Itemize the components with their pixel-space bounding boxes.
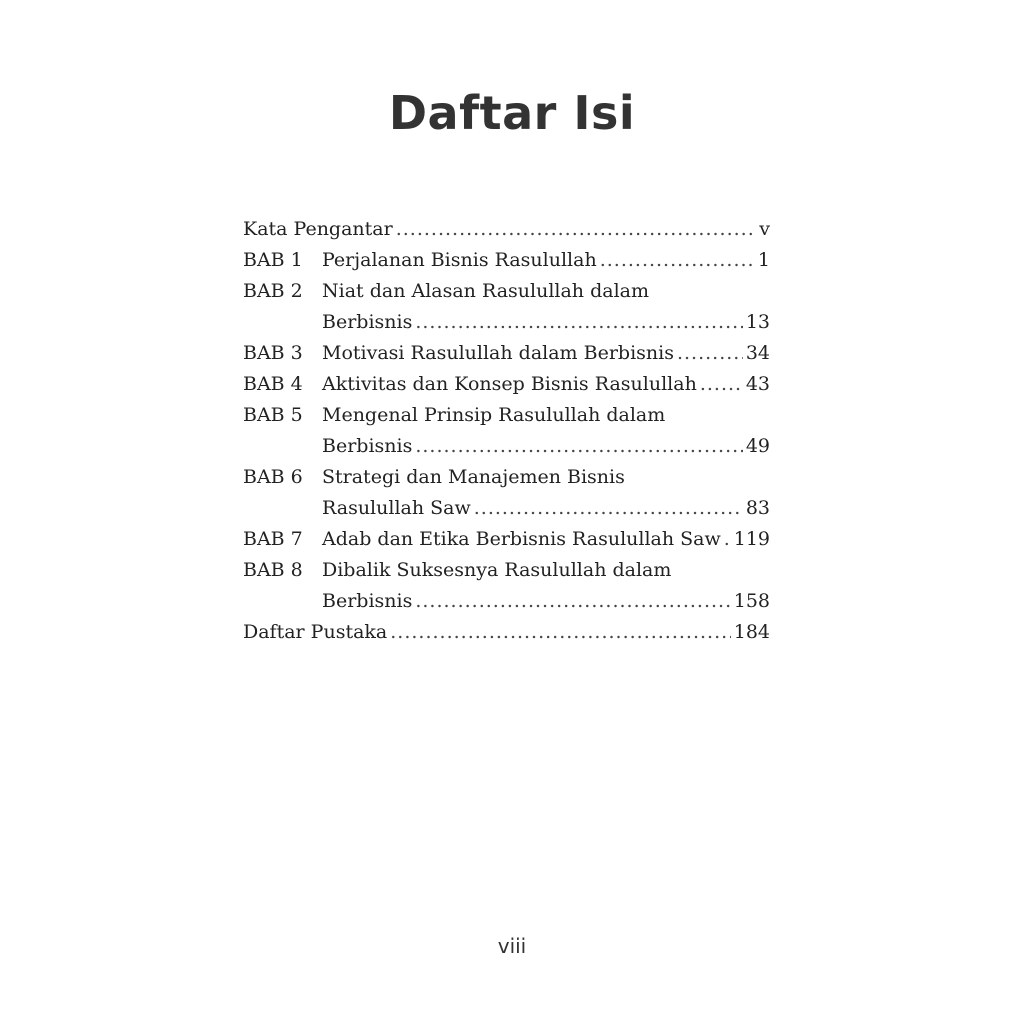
toc-page-number: 158	[733, 590, 770, 612]
toc-entry-bab-2-continued[interactable]	[243, 307, 770, 338]
toc-page-number: 119	[733, 528, 770, 550]
toc-label: Motivasi Rasulullah dalam Berbisnis	[322, 342, 674, 364]
toc-chapter-number: BAB 7	[243, 528, 303, 550]
toc-label: Kata Pengantar	[243, 218, 393, 240]
toc-label: Strategi dan Manajemen Bisnis	[322, 466, 625, 488]
toc-entry-bab-6-continued[interactable]	[243, 493, 770, 524]
toc-chapter-number: BAB 6	[243, 466, 303, 488]
toc-label: Adab dan Etika Berbisnis Rasulullah Saw	[322, 528, 721, 550]
toc-entry-kata-pengantar[interactable]	[243, 214, 770, 245]
toc-entry-bab-5[interactable]	[243, 400, 770, 431]
dot-leader	[415, 431, 742, 462]
dot-leader	[474, 493, 743, 524]
toc-label-continued: Rasulullah Saw	[322, 497, 471, 519]
dot-leader	[390, 617, 730, 648]
toc-page-number: v	[759, 218, 770, 240]
toc-chapter-number: BAB 5	[243, 404, 303, 426]
toc-label: Niat dan Alasan Rasulullah dalam	[322, 280, 649, 302]
toc-chapter-number: BAB 2	[243, 280, 303, 302]
toc-entry-bab-8[interactable]	[243, 555, 770, 586]
dot-leader	[415, 307, 742, 338]
dot-leader	[600, 245, 755, 276]
dot-leader	[415, 586, 730, 617]
toc-chapter-number: BAB 8	[243, 559, 303, 581]
table-of-contents	[243, 214, 770, 648]
toc-chapter-number: BAB 3	[243, 342, 303, 364]
toc-page-number: 49	[745, 435, 770, 457]
toc-page-number: 43	[745, 373, 770, 395]
toc-chapter-number: BAB 1	[243, 249, 303, 271]
toc-page-number: 184	[733, 621, 770, 643]
toc-page-number: 1	[757, 249, 770, 271]
toc-label-continued: Berbisnis	[322, 435, 413, 457]
toc-label-continued: Berbisnis	[322, 311, 413, 333]
page-number: viii	[497, 934, 527, 958]
dot-leader	[677, 338, 743, 369]
toc-entry-bab-1[interactable]	[243, 245, 770, 276]
toc-label: Aktivitas dan Konsep Bisnis Rasulullah	[322, 373, 697, 395]
toc-entry-bab-3[interactable]	[243, 338, 770, 369]
toc-label: Daftar Pustaka	[243, 621, 388, 643]
toc-page-number: 34	[745, 342, 770, 364]
toc-entry-bab-5-continued[interactable]	[243, 431, 770, 462]
toc-label: Perjalanan Bisnis Rasulullah	[322, 249, 597, 271]
toc-label: Dibalik Suksesnya Rasulullah dalam	[322, 559, 672, 581]
toc-entry-bab-2[interactable]	[243, 276, 770, 307]
toc-entry-bab-8-continued[interactable]	[243, 586, 770, 617]
toc-entry-bab-4[interactable]	[243, 369, 770, 400]
dot-leader	[724, 524, 731, 555]
dot-leader	[700, 369, 743, 400]
toc-label: Mengenal Prinsip Rasulullah dalam	[322, 404, 666, 426]
page-title: Daftar Isi	[388, 86, 636, 140]
toc-entry-bab-6[interactable]	[243, 462, 770, 493]
toc-page-number: 13	[745, 311, 770, 333]
dot-leader	[396, 214, 757, 245]
toc-chapter-number: BAB 4	[243, 373, 303, 395]
toc-entry-bab-7[interactable]	[243, 524, 770, 555]
toc-label-continued: Berbisnis	[322, 590, 413, 612]
toc-entry-daftar-pustaka[interactable]	[243, 617, 770, 648]
toc-page-number: 83	[745, 497, 770, 519]
